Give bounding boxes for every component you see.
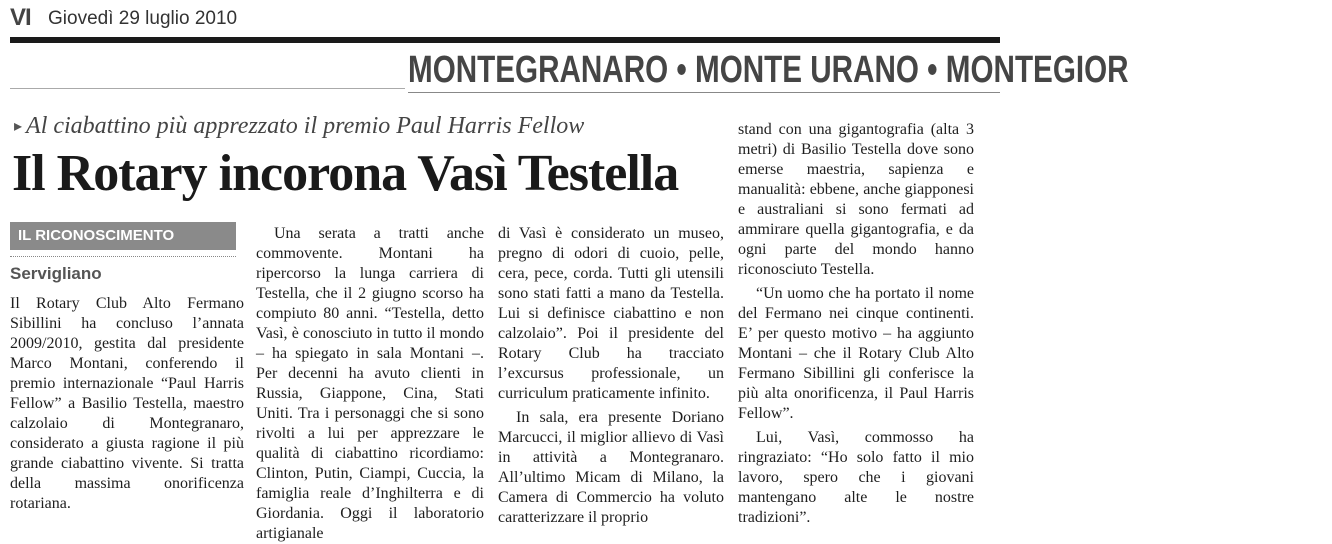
- paragraph: Il Rotary Club Alto Fermano Sibillini ha concluso l’annata 2009/2010, gestita dal presidente Marco Montani, conferendo il premio internazionale “Paul Harris Fellow” a Basilio Testella, maestro calzolaio di Montegranaro, considerato a giusta ragione il più grande ciabattino vivente. Si tratta della massima onorificenza rotariana.: [10, 295, 244, 512]
- article-title: Il Rotary incorona Vasì Testella: [12, 145, 679, 202]
- paragraph: In sala, era presente Doriano Marcucci, il miglior allievo di Vasì in attività a Montegranaro. All’ultimo Micam di Milano, la Camera di Commercio ha voluto caratterizzare il proprio: [498, 409, 724, 526]
- paragraph: stand con una gigantografia (alta 3 metri) di Basilio Testella dove sono emerse maestria, sapienza e manualità: ebbene, anche giapponesi e australiani si sono fermati ad ammirare quella gigantografia, e da ogni parte del mondo hanno riconosciuto Testella.: [738, 121, 974, 278]
- section-rule: [408, 92, 1000, 93]
- kicker-arrow-icon: ▸: [14, 118, 23, 135]
- paragraph: Una serata a tratti anche commovente. Montani ha ripercorso la lunga carriera di Testella, che il 2 giugno scorso ha compiuto 80 anni. “Testella, detto Vasì, è conosciuto in tutto il mondo – ha spiegato in sala Montani –. Per decenni ha avuto clienti in Russia, Giappone, Cina, Stati Uniti. Tra i personaggi che si sono rivolti a lui per apprezzare le qualità di ciabattino ricordiamo: Clinton, Putin, Ciampi, Cuccia, la famiglia reale d’Inghilterra e di Giordania. Oggi il laboratorio artigianale: [256, 225, 484, 542]
- dotted-divider: [10, 256, 236, 257]
- page-number: VI: [10, 4, 31, 31]
- rubric-label: IL RICONOSCIMENTO: [10, 222, 236, 250]
- header-thin-rule: [10, 88, 405, 89]
- paragraph: “Un uomo che ha portato il nome del Fermano nei cinque continenti. E’ per questo motivo – ha aggiunto Montani – che il Rotary Club Alto Fermano Sibillini gli conferisce la più alta onorificenza, il Paul Harris Fellow”.: [738, 285, 974, 422]
- paragraph: Lui, Vasì, commosso ha ringraziato: “Ho solo fatto il mio lavoro, spero che i giovani mantengano alte le nostre tradizioni”.: [738, 429, 974, 526]
- header-rule: [10, 37, 1000, 43]
- article-kicker: [14, 113, 584, 140]
- article-column-2: [256, 224, 484, 544]
- article-column-4: [738, 120, 974, 528]
- issue-date: Giovedì 29 luglio 2010: [48, 8, 238, 29]
- paragraph: di Vasì è considerato un museo, pregno di odori di cuoio, pelle, cera, pece, corda. Tutti gli utensili sono stati fatti a mano da Testella. Lui si definisce ciabattino e non calzolaio”. Poi il presidente del Rotary Club ha tracciato l’excursus professionale, un curriculum praticamente infinito.: [498, 225, 724, 402]
- dateline-place: Servigliano: [10, 264, 102, 283]
- section-title: MONTEGRANARO • MONTE URANO • MONTEGIOR: [408, 49, 1129, 91]
- section-band: [408, 47, 1129, 97]
- article-column-3: [498, 224, 724, 528]
- kicker-text: Al ciabattino più apprezzato il premio Paul Harris Fellow: [26, 113, 585, 139]
- article-column-1: [10, 294, 244, 514]
